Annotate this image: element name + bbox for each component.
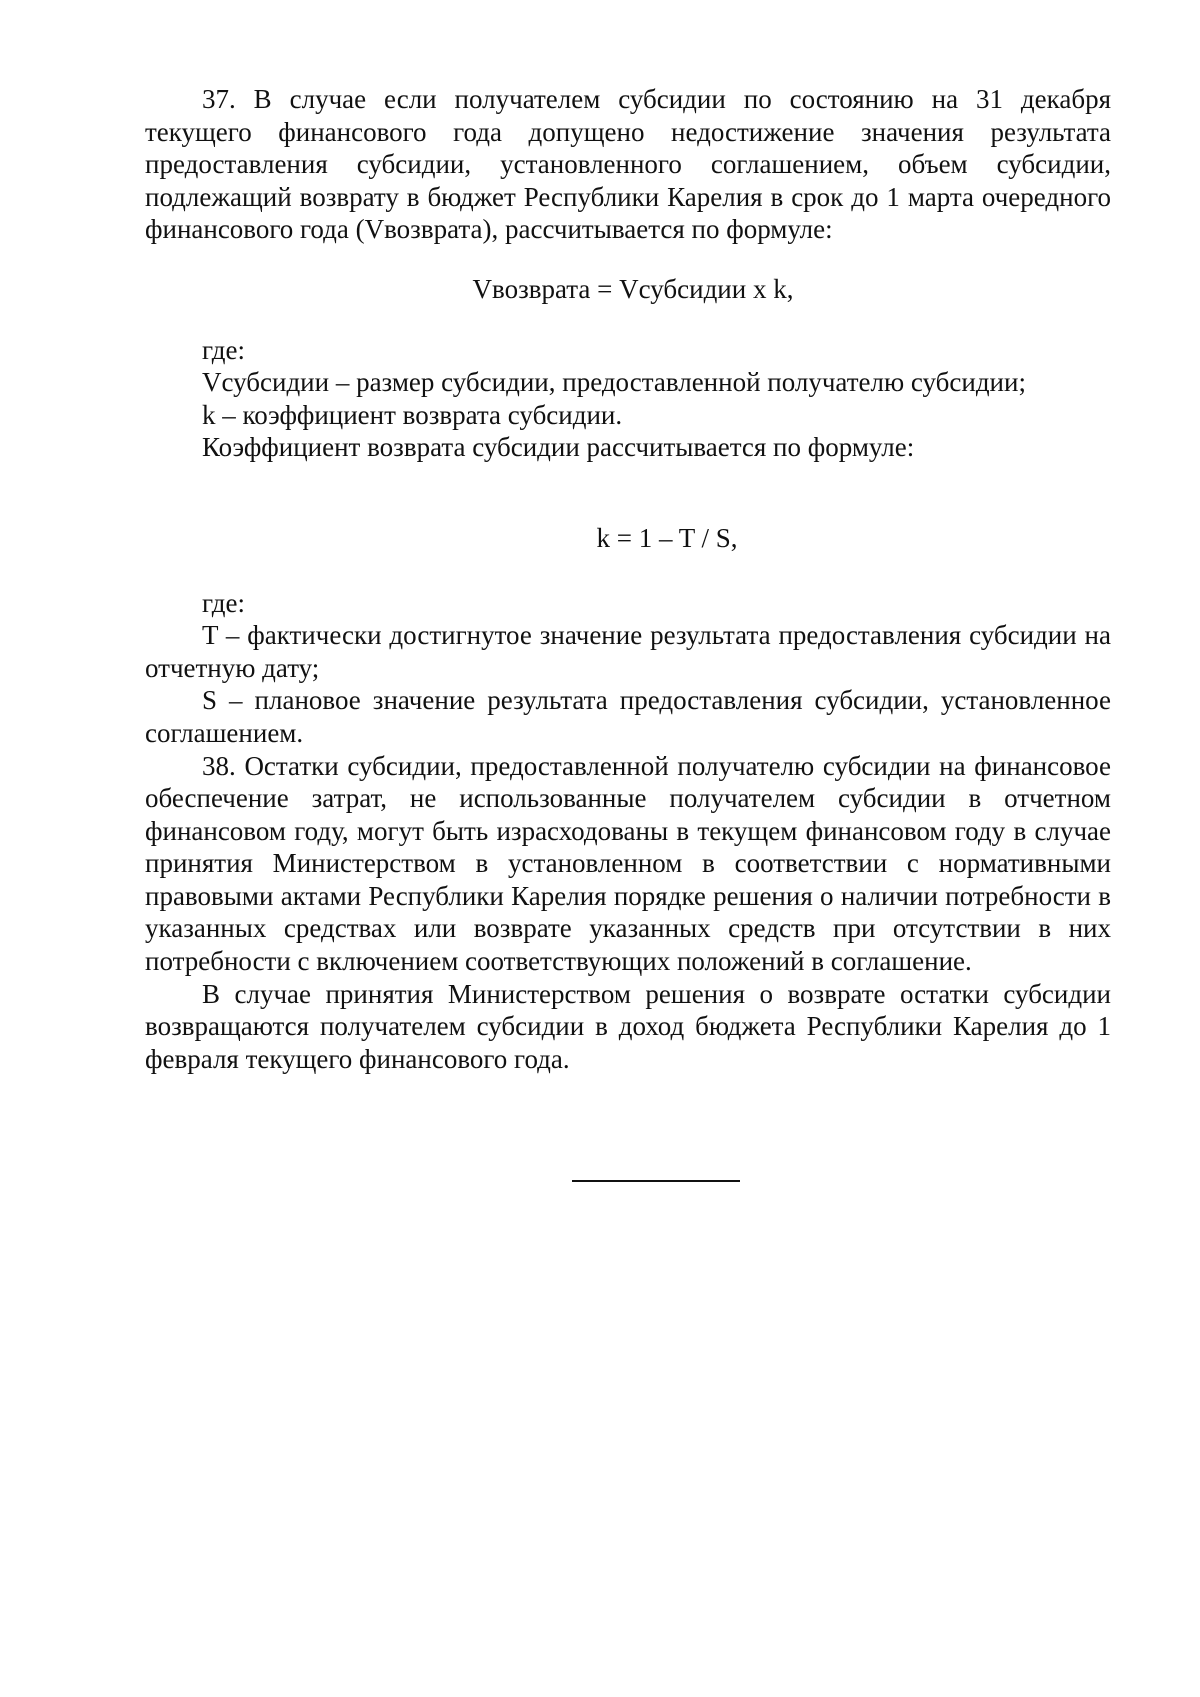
where-label-1: где:	[202, 334, 245, 365]
definition-k: k – коэффициент возврата субсидии.	[202, 399, 623, 430]
coefficient-intro: Коэффициент возврата субсидии рассчитывается по формуле:	[202, 432, 915, 463]
paragraph-38-return: В случае принятия Министерством решения о возврате остатки субсидии возвращаются получателем субсидии в доход бюджета Республики Карелия до 1 февраля текущего финансового года.	[145, 978, 1111, 1074]
definition-v-subsidy: Vсубсидии – размер субсидии, предоставленной получателю субсидии;	[202, 367, 1026, 398]
document-page	[145, 83, 1111, 1075]
formula-return-volume: Vвозврата = Vсубсидии x k,	[472, 273, 794, 304]
paragraph-38: 38. Остатки субсидии, предоставленной получателю субсидии на финансовое обеспечение затрат, не использованные получателем субсидии в отчетном финансовом году, могут быть израсходованы в текущем финансовом году в случае принятия Министерством в установленном в соответствии с нормативными правовыми актами Республики Карелия порядке решения о наличии потребности в указанных средствах или возврате указанных средств при отсутствии в них потребности с включением соответствующих положений в соглашение.	[145, 750, 1111, 977]
end-separator-line	[572, 1180, 740, 1182]
formula-coefficient: k = 1 – T / S,	[596, 522, 738, 553]
where-label-2: где:	[202, 587, 245, 618]
definition-t: T – фактически достигнутое значение результата предоставления субсидии на отчетную дату;	[145, 620, 1111, 683]
paragraph-37: 37. В случае если получателем субсидии по состоянию на 31 декабря текущего финансового года допущено недостижение значения результата предоставления субсидии, установленного соглашением, объем субсидии, подлежащий возврату в бюджет Республики Карелия в срок до 1 марта очередного финансового года (Vвозврата), рассчитывается по формуле:	[145, 84, 1111, 245]
definition-s: S – плановое значение результата предоставления субсидии, установленное соглашением.	[145, 685, 1111, 748]
